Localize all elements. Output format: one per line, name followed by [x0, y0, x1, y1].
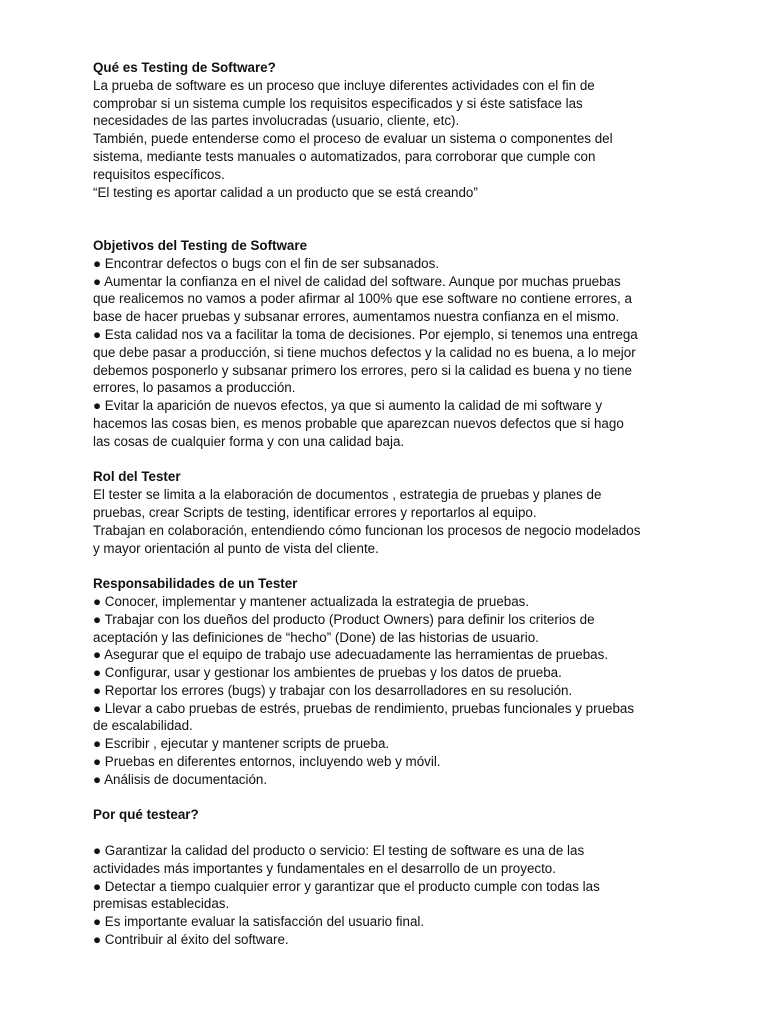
bullet-line: ● Contribuir al éxito del software. — [93, 932, 289, 948]
spacer — [93, 451, 708, 469]
bullet-line: ● Configurar, usar y gestionar los ambientes de pruebas y los datos de prueba. — [93, 665, 562, 681]
section-objectives — [93, 237, 708, 451]
bullet-line: ● Escribir , ejecutar y mantener scripts de prueba. — [93, 736, 390, 752]
bullet-line: errores, lo pasamos a producción. — [93, 380, 296, 396]
paragraph-line: sistema, mediante tests manuales o automatizados, para corroborar que cumple con — [93, 148, 596, 164]
section-heading: Rol del Tester — [93, 469, 181, 485]
section-why-test — [93, 806, 708, 948]
bullet-line: ● Reportar los errores (bugs) y trabajar con los desarrolladores en su resolución. — [93, 682, 573, 698]
bullet-line: que debe pasar a producción, si tiene muchos defectos y la calidad no es buena, a lo mejor — [93, 344, 636, 360]
paragraph-line: Trabajan en colaboración, entendiendo cómo funcionan los procesos de negocio modelados — [93, 522, 641, 538]
bullet-line: ● Evitar la aparición de nuevos efectos, ya que si aumento la calidad de mi software y — [93, 398, 603, 414]
spacer — [93, 557, 708, 575]
bullet-line: actividades más importantes y fundamentales en el desarrollo de un proyecto. — [93, 860, 556, 876]
section-heading: Por qué testear? — [93, 807, 199, 823]
bullet-line: ● Detectar a tiempo cualquier error y garantizar que el producto cumple con todas las — [93, 878, 600, 894]
paragraph-line: La prueba de software es un proceso que incluye diferentes actividades con el fin de — [93, 77, 595, 93]
bullet-line: ● Asegurar que el equipo de trabajo use adecuadamente las herramientas de pruebas. — [93, 647, 609, 663]
paragraph-line: requisitos específicos. — [93, 166, 225, 182]
paragraph-line: También, puede entenderse como el proceso de evaluar un sistema o componentes del — [93, 131, 613, 147]
bullet-line: ● Esta calidad nos va a facilitar la toma de decisiones. Por ejemplo, si tenemos una entrega — [93, 326, 638, 342]
bullet-line: ● Encontrar defectos o bugs con el fin de ser subsanados. — [93, 255, 440, 271]
bullet-line: premisas establecidas. — [93, 896, 230, 912]
bullet-line: ● Garantizar la calidad del producto o servicio: El testing de software es una de las — [93, 843, 585, 859]
paragraph-line: comprobar si un sistema cumple los requisitos especificados y si éste satisface las — [93, 95, 583, 111]
section-what-is-testing — [93, 59, 708, 201]
bullet-line: ● Análisis de documentación. — [93, 771, 268, 787]
bullet-line: ● Conocer, implementar y mantener actualizada la estrategia de pruebas. — [93, 593, 530, 609]
bullet-line: ● Trabajar con los dueños del producto (Product Owners) para definir los criterios de — [93, 611, 595, 627]
spacer — [93, 789, 708, 807]
bullet-line: debemos posponerlo y subsanar primero los errores, pero si la calidad es buena y no tiene — [93, 362, 632, 378]
spacer — [93, 824, 708, 842]
bullet-line: ● Pruebas en diferentes entornos, incluyendo web y móvil. — [93, 754, 441, 770]
spacer — [93, 201, 708, 237]
bullet-line: de escalabilidad. — [93, 718, 193, 734]
paragraph-line: y mayor orientación al punto de vista del cliente. — [93, 540, 379, 556]
paragraph-line: El tester se limita a la elaboración de documentos , estrategia de pruebas y planes de — [93, 487, 602, 503]
section-tester-role — [93, 468, 708, 557]
bullet-line: base de hacer pruebas y subsanar errores, aumentamos nuestra confianza en el mismo. — [93, 309, 620, 325]
bullet-line: hacemos las cosas bien, es menos probable que aparezcan nuevos defectos que si hago — [93, 415, 624, 431]
bullet-line: aceptación y las definiciones de “hecho” (Done) de las historias de usuario. — [93, 629, 539, 645]
bullet-line: ● Aumentar la confianza en el nivel de calidad del software. Aunque por muchas pruebas — [93, 273, 621, 289]
quote-line: “El testing es aportar calidad a un producto que se está creando” — [93, 184, 478, 200]
bullet-line: las cosas de cualquier forma y con una calidad baja. — [93, 433, 405, 449]
section-heading: Qué es Testing de Software? — [93, 60, 276, 75]
bullet-line: ● Es importante evaluar la satisfacción del usuario final. — [93, 914, 425, 930]
section-tester-responsibilities — [93, 575, 708, 789]
bullet-line: ● Llevar a cabo pruebas de estrés, pruebas de rendimiento, pruebas funcionales y pruebas — [93, 700, 635, 716]
paragraph-line: pruebas, crear Scripts de testing, identificar errores y reportarlos al equipo. — [93, 504, 537, 520]
section-heading: Responsabilidades de un Tester — [93, 576, 298, 592]
section-heading: Objetivos del Testing de Software — [93, 237, 308, 253]
bullet-line: que realicemos no vamos a poder afirmar al 100% que ese software no contiene errores, a — [93, 291, 632, 307]
paragraph-line: necesidades de las partes involucradas (usuario, cliente, etc). — [93, 113, 460, 129]
